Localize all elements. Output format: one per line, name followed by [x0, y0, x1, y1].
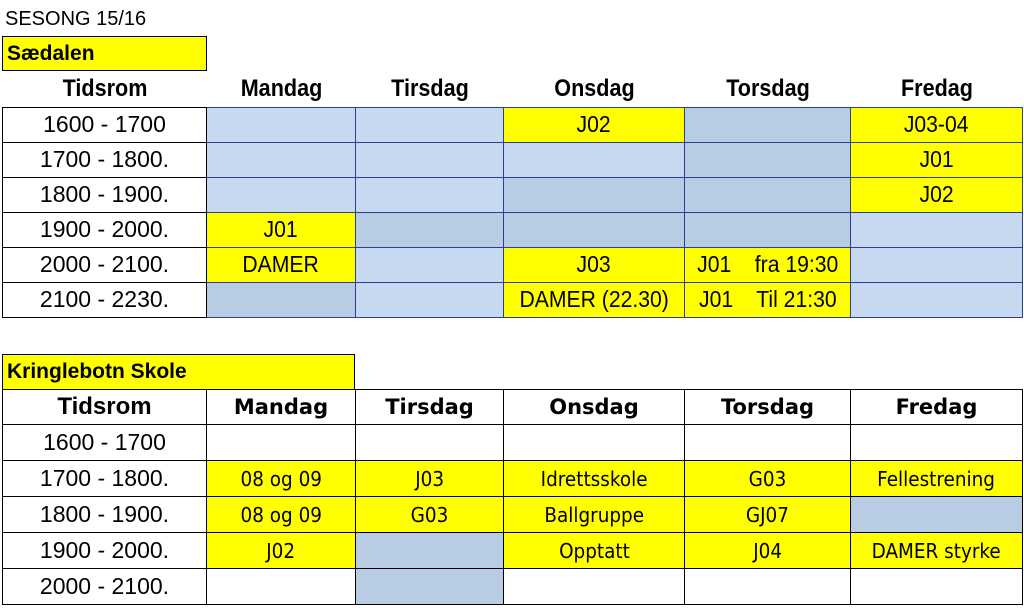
cell-text: G03 — [748, 466, 787, 491]
cell-text: DAMER (22.30) — [519, 286, 669, 312]
venue-kringlebotn-label: Kringlebotn Skole — [2, 354, 355, 390]
cell-fredag — [851, 142, 1023, 177]
cell-tirsdag — [356, 497, 504, 533]
cell-torsdag — [685, 107, 851, 142]
cell-text: G03 — [410, 502, 449, 527]
cell-torsdag — [685, 142, 851, 177]
cell-mandag — [207, 533, 356, 569]
time-slot-cell: 1800 - 1900. — [3, 497, 207, 533]
header-tidsrom: Tidsrom — [62, 74, 147, 102]
cell-tirsdag — [356, 142, 504, 177]
cell-mandag — [207, 461, 356, 497]
cell-fredag — [851, 497, 1023, 533]
cell-tirsdag — [356, 177, 504, 212]
cell-text: 08 og 09 — [240, 502, 322, 527]
cell-text: Opptatt — [558, 538, 630, 563]
cell-torsdag — [685, 569, 851, 605]
header-fredag: Fredag — [900, 74, 973, 102]
cell-torsdag — [685, 497, 851, 533]
cell-text: J02 — [266, 538, 296, 563]
schedule-row — [3, 497, 1023, 533]
cell-text: 08 og 09 — [240, 466, 322, 491]
cell-onsdag — [504, 247, 685, 282]
header-row — [3, 71, 1023, 107]
kringlebotn-schedule-table — [2, 389, 1023, 605]
cell-fredag — [851, 569, 1023, 605]
cell-torsdag — [685, 247, 851, 282]
header-tirsdag: Tirsdag — [390, 74, 469, 102]
cell-mandag — [207, 569, 356, 605]
header-row — [3, 390, 1023, 425]
cell-onsdag — [504, 533, 685, 569]
cell-text: J02 — [576, 111, 612, 137]
time-slot-cell: 2100 - 2230. — [3, 282, 207, 317]
cell-text: DAMER — [242, 251, 320, 277]
cell-onsdag — [504, 212, 685, 247]
cell-text: Idrettsskole — [540, 466, 648, 491]
season-title: SESONG 15/16 — [5, 8, 147, 30]
cell-tirsdag — [356, 247, 504, 282]
cell-tirsdag — [356, 107, 504, 142]
cell-tirsdag — [356, 282, 504, 317]
cell-text: J03-04 — [904, 111, 969, 137]
cell-fredag — [851, 282, 1023, 317]
saedalen-schedule-body — [3, 107, 1023, 317]
cell-tirsdag — [356, 569, 504, 605]
cell-text: J01 — [263, 216, 299, 242]
schedule-row — [3, 177, 1023, 212]
header-onsdag: Onsdag — [504, 390, 685, 425]
cell-fredag — [851, 461, 1023, 497]
cell-mandag — [207, 247, 356, 282]
cell-onsdag — [504, 282, 685, 317]
time-slot-cell: 1900 - 2000. — [3, 533, 207, 569]
cell-mandag — [207, 497, 356, 533]
schedule-row — [3, 107, 1023, 142]
cell-torsdag — [685, 461, 851, 497]
saedalen-schedule-table — [2, 71, 1023, 318]
cell-onsdag — [504, 425, 685, 461]
cell-torsdag — [685, 212, 851, 247]
cell-text: GJ07 — [745, 502, 790, 527]
cell-text: J03 — [576, 251, 612, 277]
cell-onsdag — [504, 142, 685, 177]
cell-text: J04 — [753, 538, 782, 563]
venue-saedalen-label: Sædalen — [2, 36, 207, 71]
kringlebotn-schedule-body — [3, 425, 1023, 605]
cell-text: Ballgruppe — [544, 502, 644, 527]
cell-mandag — [207, 212, 356, 247]
time-slot-cell: 1600 - 1700 — [3, 425, 207, 461]
schedule-row — [3, 461, 1023, 497]
cell-mandag — [207, 142, 356, 177]
cell-torsdag — [685, 533, 851, 569]
time-slot-cell: 2000 - 2100. — [3, 569, 207, 605]
cell-fredag — [851, 247, 1023, 282]
schedule-row — [3, 569, 1023, 605]
cell-text: J02 — [919, 181, 954, 207]
time-slot-cell: 1900 - 2000. — [3, 212, 207, 247]
cell-torsdag — [685, 177, 851, 212]
cell-text: DAMER styrke — [871, 538, 1002, 563]
header-torsdag: Torsdag — [725, 74, 810, 102]
cell-mandag — [207, 177, 356, 212]
cell-text: J03 — [415, 466, 444, 491]
cell-onsdag — [504, 461, 685, 497]
cell-tirsdag — [356, 461, 504, 497]
header-mandag: Mandag — [207, 390, 356, 425]
time-slot-cell: 1800 - 1900. — [3, 177, 207, 212]
cell-fredag — [851, 107, 1023, 142]
time-slot-cell: 1700 - 1800. — [3, 461, 207, 497]
cell-tirsdag — [356, 425, 504, 461]
time-slot-cell: 1600 - 1700 — [3, 107, 207, 142]
cell-mandag — [207, 425, 356, 461]
header-onsdag: Onsdag — [553, 74, 635, 102]
cell-tirsdag — [356, 533, 504, 569]
header-tidsrom: Tidsrom — [3, 390, 207, 425]
schedule-row — [3, 142, 1023, 177]
cell-fredag — [851, 177, 1023, 212]
header-torsdag: Torsdag — [685, 390, 851, 425]
cell-onsdag — [504, 569, 685, 605]
schedule-row — [3, 533, 1023, 569]
cell-text: J01 — [919, 146, 954, 172]
cell-mandag — [207, 282, 356, 317]
header-fredag: Fredag — [851, 390, 1023, 425]
cell-text: Fellestrening — [877, 466, 996, 491]
cell-fredag — [851, 425, 1023, 461]
cell-onsdag — [504, 497, 685, 533]
cell-torsdag — [685, 282, 851, 317]
cell-text: J01 Til 21:30 — [698, 286, 837, 312]
time-slot-cell: 2000 - 2100. — [3, 247, 207, 282]
time-slot-cell: 1700 - 1800. — [3, 142, 207, 177]
header-mandag: Mandag — [240, 74, 322, 102]
cell-text: J01 fra 19:30 — [696, 251, 839, 277]
cell-onsdag — [504, 177, 685, 212]
schedule-row — [3, 212, 1023, 247]
header-tirsdag: Tirsdag — [356, 390, 504, 425]
schedule-row — [3, 282, 1023, 317]
cell-fredag — [851, 533, 1023, 569]
cell-onsdag — [504, 107, 685, 142]
schedule-row — [3, 425, 1023, 461]
cell-tirsdag — [356, 212, 504, 247]
schedule-row — [3, 247, 1023, 282]
cell-fredag — [851, 212, 1023, 247]
cell-torsdag — [685, 425, 851, 461]
cell-mandag — [207, 107, 356, 142]
